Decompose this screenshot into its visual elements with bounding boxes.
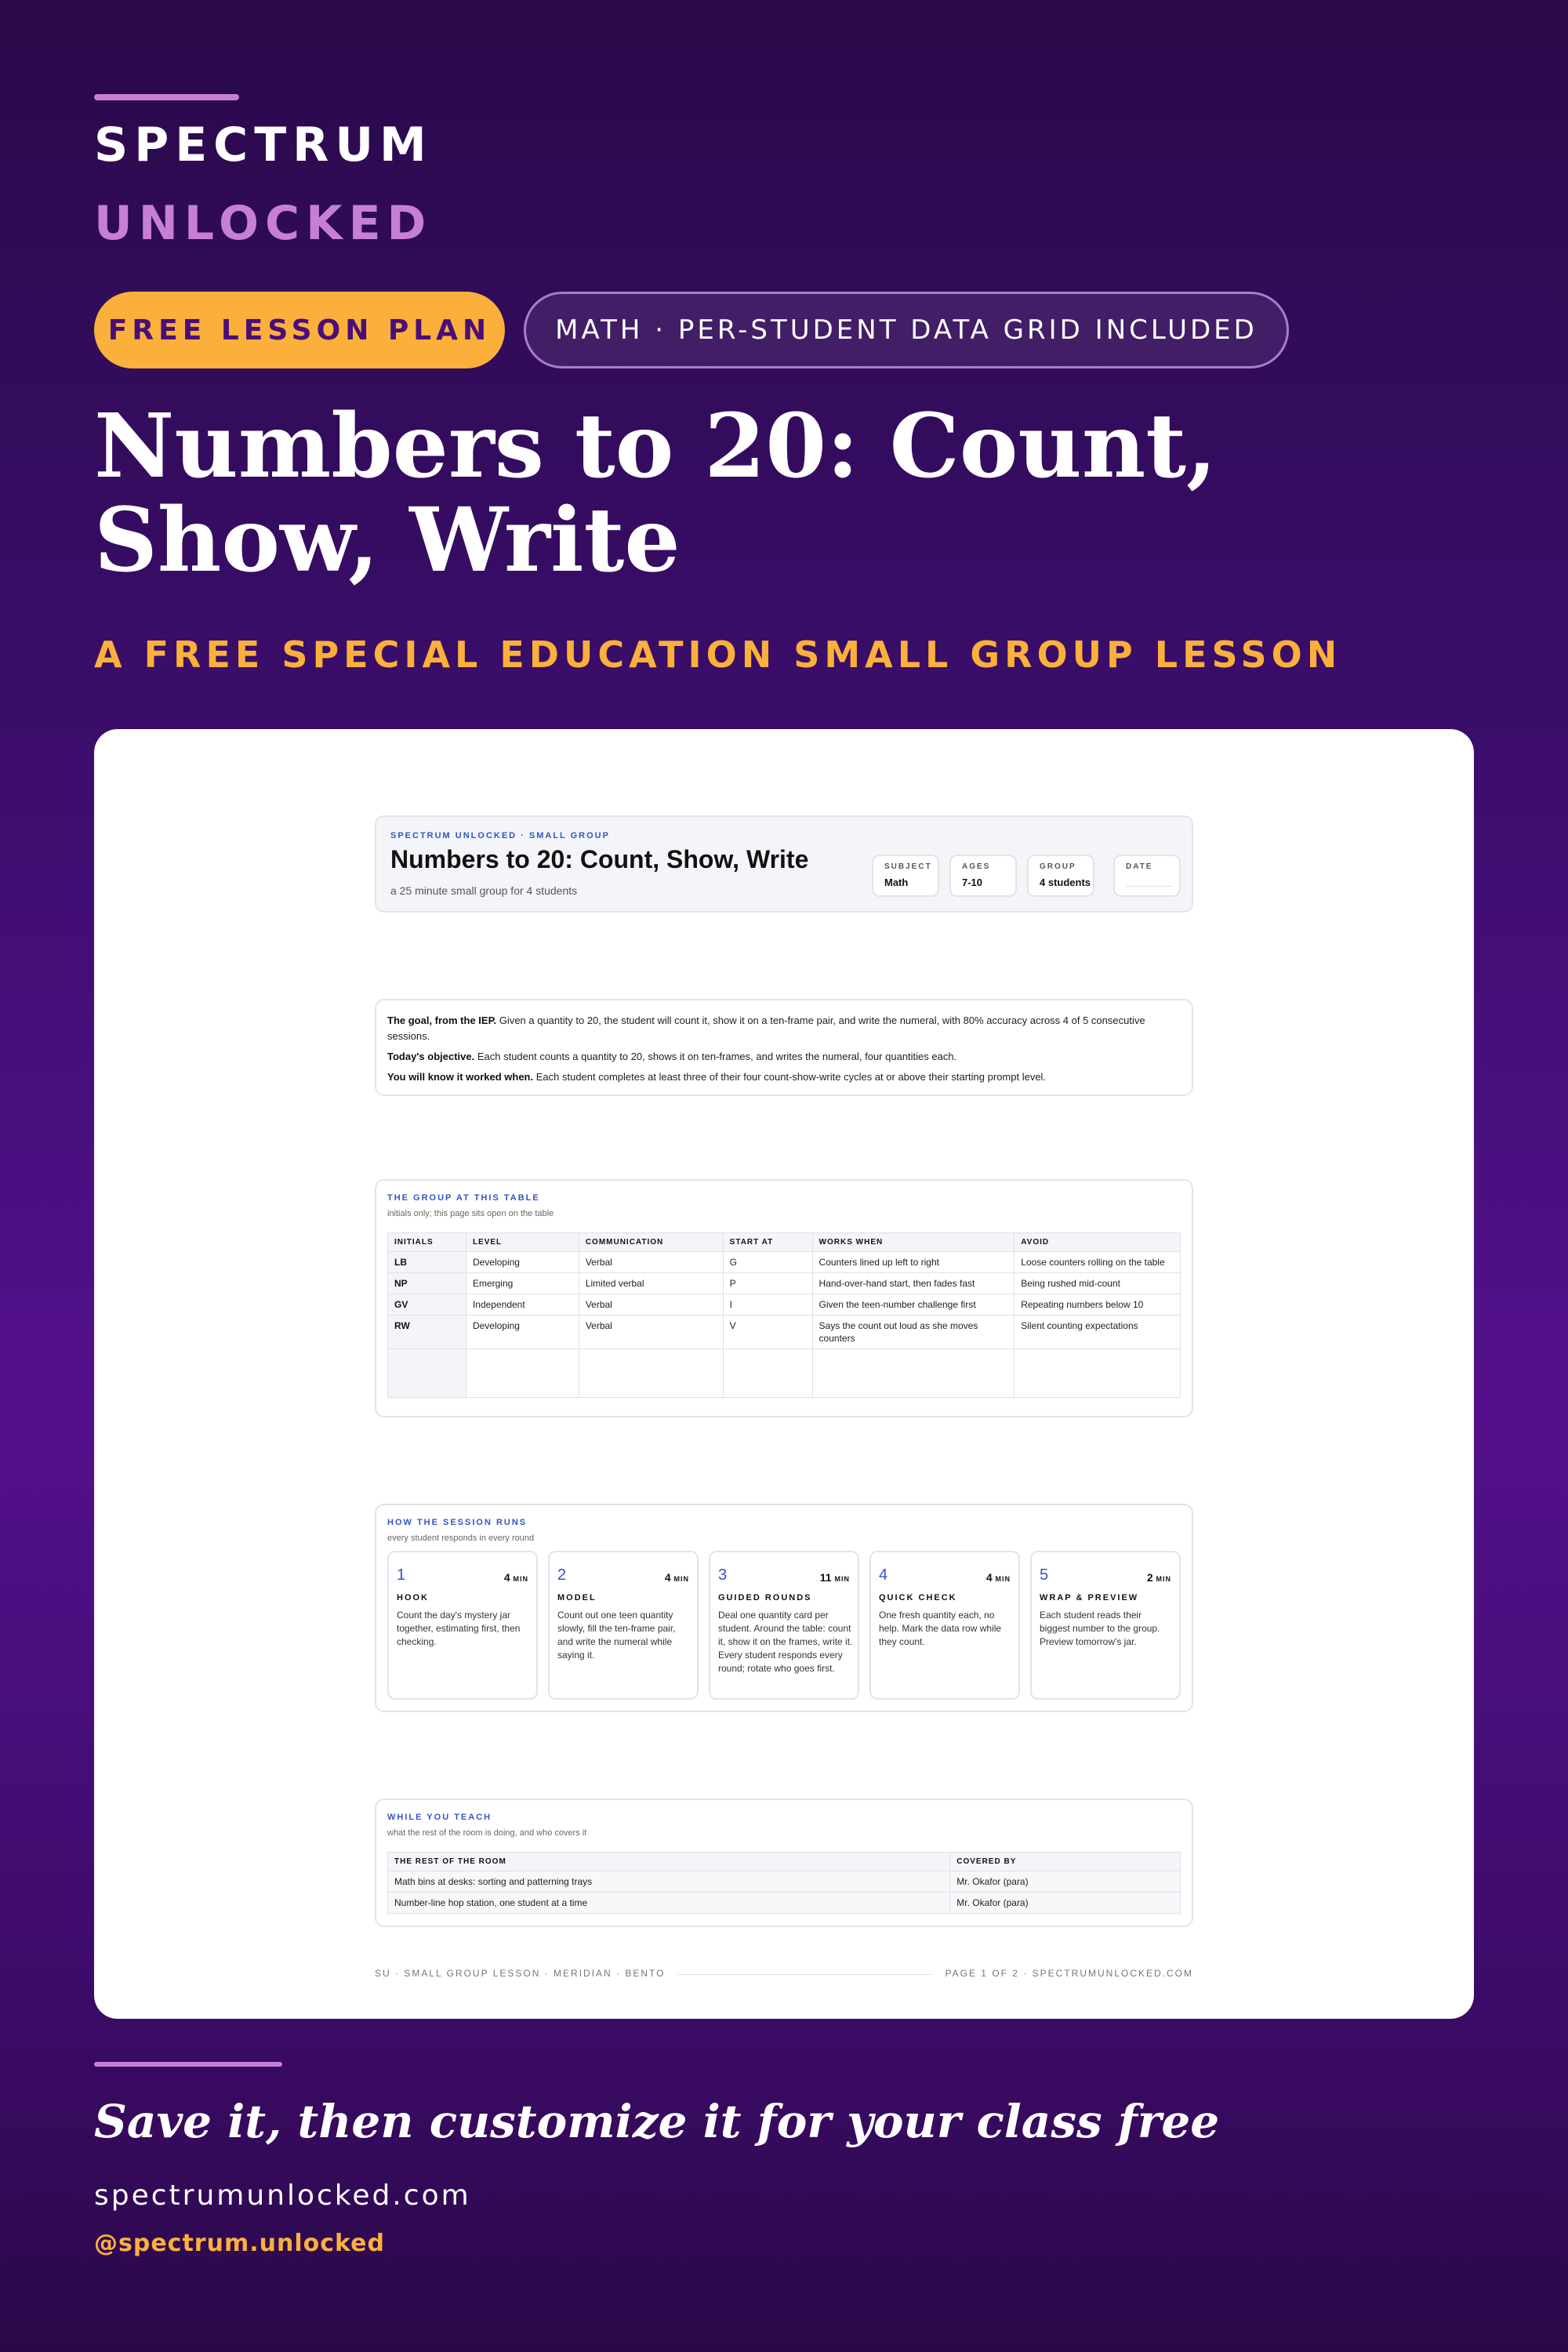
step-card-guided-rounds bbox=[709, 1551, 859, 1700]
step-title: MODEL bbox=[557, 1593, 597, 1602]
doc-footer-left: SU · SMALL GROUP LESSON · MERIDIAN · BENTO bbox=[375, 1968, 666, 1979]
subject-badge: MATH · PER-STUDENT DATA GRID INCLUDED bbox=[524, 292, 1289, 368]
call-to-action: Save it, then customize it for your class free bbox=[94, 2095, 1220, 2148]
table-row: Math bins at desks: sorting and patterning trays Mr. Okafor (para) bbox=[388, 1871, 1181, 1893]
table-header-row: THE REST OF THE ROOM COVERED BY bbox=[388, 1853, 1181, 1871]
step-number: 2 bbox=[557, 1566, 567, 1584]
page-subtitle: A FREE SPECIAL EDUCATION SMALL GROUP LESSON bbox=[94, 633, 1342, 676]
brand-line-2: UNLOCKED bbox=[94, 196, 433, 251]
section-kicker: THE GROUP AT THIS TABLE bbox=[387, 1193, 540, 1203]
table-row: NP Emerging Limited verbal P Hand-over-hand start, then fades fast Being rushed mid-count bbox=[388, 1273, 1181, 1294]
coverage-table bbox=[387, 1852, 1181, 1914]
step-card-quick-check bbox=[869, 1551, 1020, 1700]
todays-objective: Today's objective. Each student counts a quantity to 20, shows it on ten-frames, and writes the numeral, four quantities each. bbox=[387, 1051, 957, 1062]
while-you-teach-section bbox=[375, 1798, 1193, 1927]
section-subtitle: what the rest of the room is doing, and who covers it bbox=[387, 1828, 587, 1838]
success-criteria: You will know it worked when. Each student completes at least three of their four count-show-write cycles at or above their starting prompt level. bbox=[387, 1071, 1047, 1083]
doc-header bbox=[375, 815, 1193, 913]
doc-title: Numbers to 20: Count, Show, Write bbox=[390, 845, 809, 873]
step-description: One fresh quantity each, no help. Mark the data row while they count. bbox=[879, 1610, 1002, 1647]
meta-date bbox=[1113, 855, 1181, 897]
step-description: Count the day's mystery jar together, estimating first, then checking. bbox=[397, 1610, 521, 1647]
step-number: 3 bbox=[718, 1566, 728, 1584]
iep-goal: The goal, from the IEP. Given a quantity to 20, the student will count it, show it on a ten-frame pair, and write the numeral, with 80% accuracy across 4 of 5 consecutive sessions. bbox=[387, 1014, 1145, 1042]
brand-accent-bar bbox=[94, 94, 239, 100]
table-row: LB Developing Verbal G Counters lined up left to right Loose counters rolling on the table bbox=[388, 1252, 1181, 1273]
group-section bbox=[375, 1179, 1193, 1417]
step-description: Each student reads their biggest number to the group. Preview tomorrow's jar. bbox=[1040, 1610, 1160, 1647]
table-row: RW Developing Verbal V Says the count out loud as she moves counters Silent counting expectations bbox=[388, 1316, 1181, 1349]
step-duration: 4 MIN bbox=[503, 1571, 528, 1584]
meta-value: 4 students bbox=[1040, 877, 1091, 888]
step-card-hook bbox=[387, 1551, 538, 1700]
meta-label: GROUP bbox=[1040, 862, 1076, 871]
session-section bbox=[375, 1504, 1193, 1712]
date-write-line bbox=[1126, 886, 1171, 887]
doc-footer-right: PAGE 1 OF 2 · SPECTRUMUNLOCKED.COM bbox=[945, 1968, 1193, 1979]
website-link[interactable]: spectrumunlocked.com bbox=[94, 2180, 471, 2212]
step-duration: 4 MIN bbox=[985, 1571, 1011, 1584]
step-title: QUICK CHECK bbox=[879, 1593, 957, 1602]
step-title: WRAP & PREVIEW bbox=[1040, 1593, 1139, 1602]
step-title: HOOK bbox=[397, 1593, 429, 1602]
step-card-wrap-preview bbox=[1030, 1551, 1181, 1700]
section-subtitle: initials only; this page sits open on the table bbox=[387, 1209, 554, 1218]
step-description: Deal one quantity card per student. Around the table: count it, show it on the frames, write it. Every student responds every round; rotate who goes first. bbox=[718, 1610, 853, 1674]
step-duration: 11 MIN bbox=[819, 1571, 850, 1584]
meta-label: AGES bbox=[962, 862, 991, 871]
step-number: 4 bbox=[879, 1566, 888, 1584]
meta-subject bbox=[872, 855, 939, 897]
section-kicker: WHILE YOU TEACH bbox=[387, 1813, 492, 1822]
step-number: 5 bbox=[1040, 1566, 1049, 1584]
goals-box bbox=[375, 999, 1193, 1096]
step-title: GUIDED ROUNDS bbox=[718, 1593, 812, 1602]
table-row: GV Independent Verbal I Given the teen-number challenge first Repeating numbers below 10 bbox=[388, 1294, 1181, 1316]
doc-footer-rule bbox=[677, 1974, 931, 1975]
meta-group bbox=[1027, 855, 1094, 897]
meta-value: 7-10 bbox=[962, 877, 983, 888]
page-title: Numbers to 20: Count, Show, Write bbox=[94, 395, 1217, 592]
section-kicker: HOW THE SESSION RUNS bbox=[387, 1518, 528, 1527]
brand-line-1: SPECTRUM bbox=[94, 118, 433, 172]
step-duration: 2 MIN bbox=[1146, 1571, 1171, 1584]
table-header-row: INITIALS LEVEL COMMUNICATION START AT WORKS WHEN AVOID bbox=[388, 1233, 1181, 1252]
doc-subtitle: a 25 minute small group for 4 students bbox=[390, 884, 578, 897]
footer-accent-bar bbox=[94, 2062, 282, 2067]
lesson-preview-card bbox=[94, 729, 1474, 2019]
meta-label: SUBJECT bbox=[884, 862, 932, 871]
empty-table-row bbox=[388, 1349, 1181, 1398]
meta-label: DATE bbox=[1126, 862, 1153, 871]
group-table bbox=[387, 1232, 1181, 1398]
section-subtitle: every student responds in every round bbox=[387, 1534, 535, 1543]
step-description: Count out one teen quantity slowly, fill the ten-frame pair, and write the numeral while saying it. bbox=[557, 1610, 676, 1661]
doc-kicker: SPECTRUM UNLOCKED · SMALL GROUP bbox=[390, 831, 610, 840]
step-duration: 4 MIN bbox=[664, 1571, 689, 1584]
free-lesson-plan-badge: FREE LESSON PLAN bbox=[94, 292, 505, 368]
step-card-model bbox=[548, 1551, 699, 1700]
table-row: Number-line hop station, one student at a time Mr. Okafor (para) bbox=[388, 1893, 1181, 1914]
step-number: 1 bbox=[397, 1566, 406, 1584]
meta-ages bbox=[949, 855, 1017, 897]
meta-value: Math bbox=[884, 877, 909, 888]
social-handle[interactable]: @spectrum.unlocked bbox=[94, 2230, 385, 2257]
